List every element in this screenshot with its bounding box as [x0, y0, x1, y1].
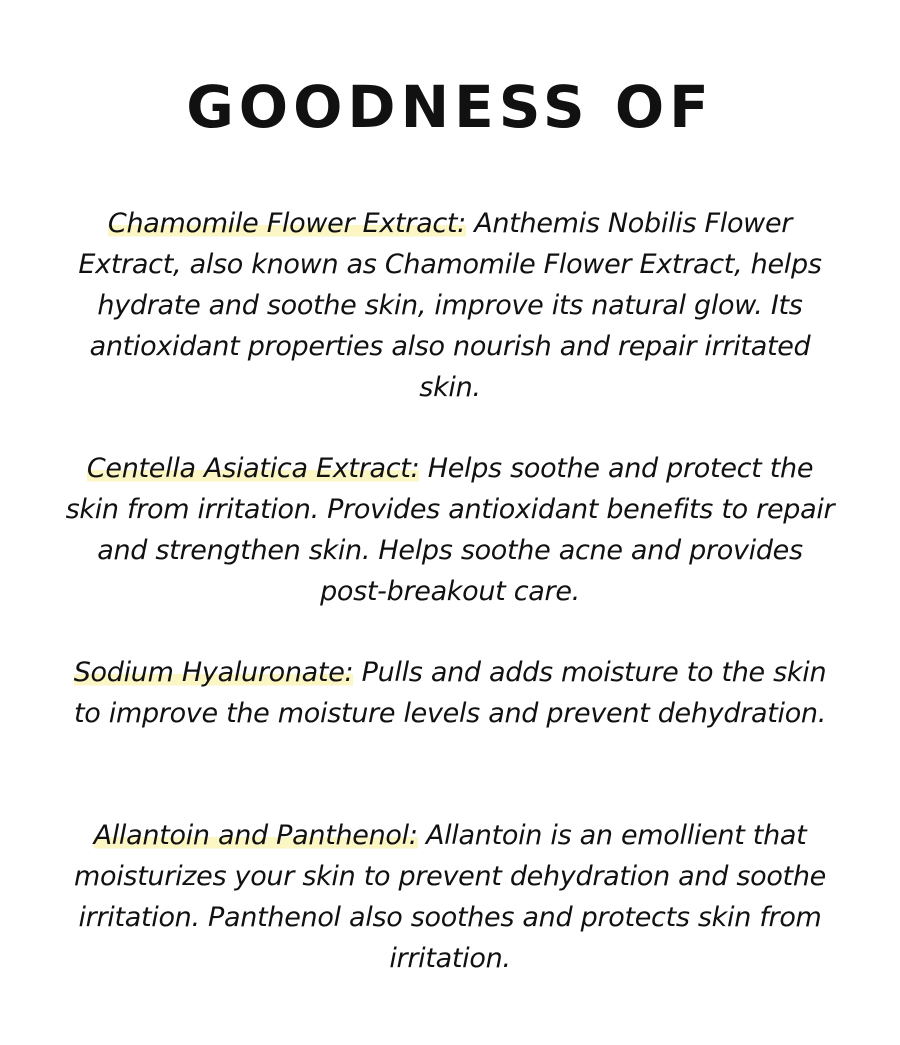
ingredient-description: Helps soothe and protect the skin from irritation. Provides antioxidant benefits to repair and strengthen skin. Helps soothe acne and provides post-breakout care. [65, 453, 835, 607]
page-title: GOODNESS OF [186, 73, 714, 141]
ingredient-description: Pulls and adds moisture to the skin to improve the moisture levels and prevent dehydration. [73, 657, 827, 729]
ingredient-description: Allantoin is an emollient that moisturizes your skin to prevent dehydration and soothe irritation. Panthenol also soothes and protects skin from irritation. [74, 820, 826, 974]
ingredient-sodium-hyaluronate [60, 652, 840, 734]
ingredient-centella [60, 448, 840, 612]
ingredient-term: Chamomile Flower Extract: [107, 208, 466, 239]
ingredient-term: Sodium Hyaluronate: [73, 657, 354, 688]
ingredient-allantoin-panthenol [60, 815, 840, 979]
ingredient-term: Centella Asiatica Extract: [86, 453, 420, 484]
ingredient-term: Allantoin and Panthenol: [93, 820, 418, 851]
ingredient-chamomile [60, 203, 840, 408]
ingredient-description: Anthemis Nobilis Flower Extract, also known as Chamomile Flower Extract, helps hydrate and soothe skin, improve its natural glow. Its antioxidant properties also nourish and repair irritated skin. [78, 208, 822, 403]
